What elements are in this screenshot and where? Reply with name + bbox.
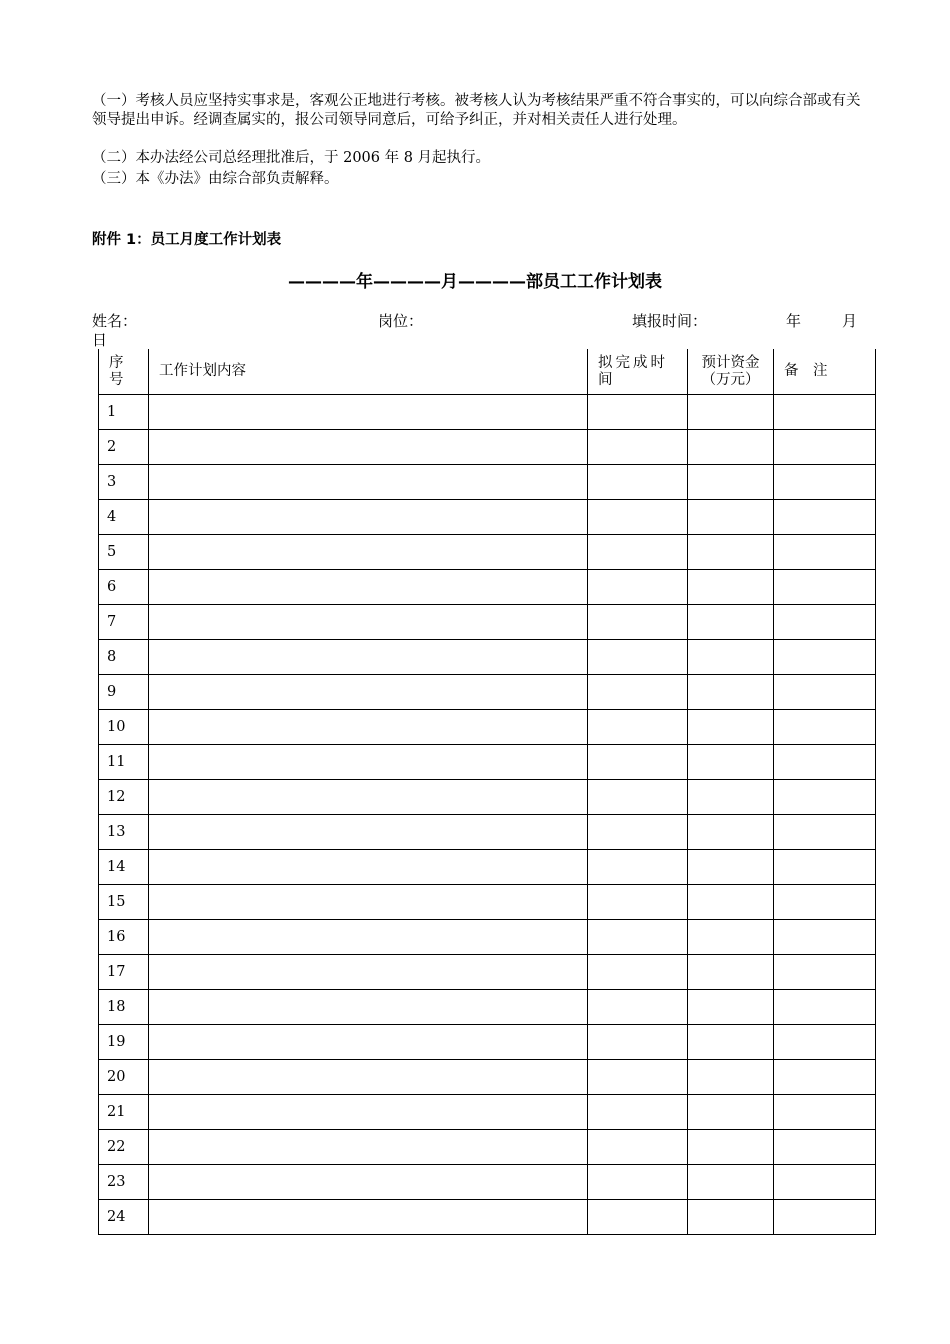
table-row [99, 710, 876, 745]
table-row [99, 430, 876, 465]
table-row [99, 535, 876, 570]
row-budget-cell[interactable] [688, 745, 774, 780]
row-seq-cell: 23 [99, 1165, 149, 1200]
attachment-title: 附件 1：员工月度工作计划表 [92, 232, 282, 248]
row-seq-cell: 10 [99, 710, 149, 745]
paragraph-interpretation: （三）本《办法》由综合部负责解释。 [92, 171, 339, 187]
table-row [99, 1130, 876, 1165]
row-budget-cell[interactable] [688, 675, 774, 710]
row-date-cell[interactable] [588, 500, 688, 535]
month-label: 月 [842, 312, 858, 330]
row-note-cell[interactable] [774, 1025, 876, 1060]
row-budget-cell[interactable] [688, 500, 774, 535]
row-content-cell[interactable] [149, 745, 588, 780]
table-row [99, 605, 876, 640]
row-budget-cell[interactable] [688, 1200, 774, 1235]
row-seq-cell: 20 [99, 1060, 149, 1095]
table-row [99, 1165, 876, 1200]
table-row [99, 395, 876, 430]
row-note-cell[interactable] [774, 430, 876, 465]
row-content-cell[interactable] [149, 570, 588, 605]
form-title: ————年————月————部员工工作计划表 [288, 272, 662, 292]
row-budget-cell[interactable] [688, 1025, 774, 1060]
row-seq-cell: 22 [99, 1130, 149, 1165]
row-budget-cell[interactable] [688, 1165, 774, 1200]
row-budget-cell[interactable] [688, 990, 774, 1025]
table-row [99, 570, 876, 605]
row-seq-cell: 15 [99, 885, 149, 920]
row-seq-cell: 21 [99, 1095, 149, 1130]
row-seq-cell: 7 [99, 605, 149, 640]
table-row [99, 885, 876, 920]
row-note-cell[interactable] [774, 710, 876, 745]
row-note-cell[interactable] [774, 640, 876, 675]
row-seq-cell: 9 [99, 675, 149, 710]
header-seq [99, 349, 149, 395]
row-date-cell[interactable] [588, 1060, 688, 1095]
row-seq-cell: 12 [99, 780, 149, 815]
fill-time-label: 填报时间： [632, 312, 708, 330]
row-budget-cell[interactable] [688, 640, 774, 675]
row-budget-cell[interactable] [688, 780, 774, 815]
day-label: 日 [92, 331, 108, 349]
table-header-row [99, 349, 876, 395]
row-note-cell[interactable] [774, 570, 876, 605]
row-budget-cell[interactable] [688, 605, 774, 640]
header-date-line1: 拟完成时 [598, 354, 668, 371]
row-seq-cell: 5 [99, 535, 149, 570]
row-content-cell[interactable] [149, 1060, 588, 1095]
row-seq-cell: 18 [99, 990, 149, 1025]
header-note: 备 注 [774, 349, 876, 395]
row-date-cell[interactable] [588, 850, 688, 885]
row-budget-cell[interactable] [688, 535, 774, 570]
row-budget-cell[interactable] [688, 395, 774, 430]
table-row [99, 1025, 876, 1060]
row-seq-cell: 16 [99, 920, 149, 955]
row-note-cell[interactable] [774, 675, 876, 710]
row-content-cell[interactable] [149, 640, 588, 675]
row-note-cell[interactable] [774, 1165, 876, 1200]
row-content-cell[interactable] [149, 1130, 588, 1165]
row-content-cell[interactable] [149, 990, 588, 1025]
row-date-cell[interactable] [588, 710, 688, 745]
table-row [99, 920, 876, 955]
row-date-cell[interactable] [588, 920, 688, 955]
row-seq-cell: 3 [99, 465, 149, 500]
row-content-cell[interactable] [149, 1200, 588, 1235]
paragraph-effective-date: （二）本办法经公司总经理批准后，于 2006 年 8 月起执行。 [92, 150, 491, 166]
row-date-cell[interactable] [588, 395, 688, 430]
header-planned-completion [588, 349, 688, 395]
row-content-cell[interactable] [149, 710, 588, 745]
row-date-cell[interactable] [588, 1095, 688, 1130]
header-content: 工作计划内容 [149, 349, 588, 395]
row-budget-cell[interactable] [688, 710, 774, 745]
table-row [99, 1060, 876, 1095]
row-seq-cell: 13 [99, 815, 149, 850]
row-note-cell[interactable] [774, 500, 876, 535]
row-date-cell[interactable] [588, 1025, 688, 1060]
row-budget-cell[interactable] [688, 850, 774, 885]
row-date-cell[interactable] [588, 1200, 688, 1235]
row-date-cell[interactable] [588, 955, 688, 990]
row-budget-cell[interactable] [688, 920, 774, 955]
table-body [99, 395, 876, 1235]
header-budget-line1: 预计资金 [701, 354, 760, 371]
row-note-cell[interactable] [774, 815, 876, 850]
header-budget [688, 349, 774, 395]
year-label: 年 [786, 312, 802, 330]
row-date-cell[interactable] [588, 675, 688, 710]
row-note-cell[interactable] [774, 920, 876, 955]
row-seq-cell: 4 [99, 500, 149, 535]
row-date-cell[interactable] [588, 1130, 688, 1165]
header-seq-line1: 序 [109, 354, 124, 371]
row-note-cell[interactable] [774, 395, 876, 430]
row-date-cell[interactable] [588, 745, 688, 780]
table-row [99, 745, 876, 780]
table-row [99, 1095, 876, 1130]
table-row [99, 990, 876, 1025]
row-note-cell[interactable] [774, 1060, 876, 1095]
row-date-cell[interactable] [588, 990, 688, 1025]
row-note-cell[interactable] [774, 1200, 876, 1235]
table-row [99, 640, 876, 675]
row-content-cell[interactable] [149, 605, 588, 640]
row-seq-cell: 8 [99, 640, 149, 675]
table-row [99, 1200, 876, 1235]
row-budget-cell[interactable] [688, 1060, 774, 1095]
header-seq-line2: 号 [109, 371, 124, 388]
row-content-cell[interactable] [149, 1165, 588, 1200]
row-date-cell[interactable] [588, 605, 688, 640]
row-budget-cell[interactable] [688, 955, 774, 990]
row-note-cell[interactable] [774, 535, 876, 570]
row-note-cell[interactable] [774, 605, 876, 640]
row-note-cell[interactable] [774, 1095, 876, 1130]
row-seq-cell: 14 [99, 850, 149, 885]
row-note-cell[interactable] [774, 850, 876, 885]
name-label: 姓名： [92, 312, 138, 330]
row-budget-cell[interactable] [688, 815, 774, 850]
table-row [99, 955, 876, 990]
row-content-cell[interactable] [149, 920, 588, 955]
row-content-cell[interactable] [149, 780, 588, 815]
row-budget-cell[interactable] [688, 570, 774, 605]
row-note-cell[interactable] [774, 745, 876, 780]
row-content-cell[interactable] [149, 395, 588, 430]
row-date-cell[interactable] [588, 570, 688, 605]
row-content-cell[interactable] [149, 675, 588, 710]
row-content-cell[interactable] [149, 815, 588, 850]
row-content-cell[interactable] [149, 500, 588, 535]
row-note-cell[interactable] [774, 1130, 876, 1165]
table-row [99, 815, 876, 850]
row-note-cell[interactable] [774, 465, 876, 500]
row-seq-cell: 17 [99, 955, 149, 990]
row-seq-cell: 24 [99, 1200, 149, 1235]
row-date-cell[interactable] [588, 465, 688, 500]
row-content-cell[interactable] [149, 885, 588, 920]
row-date-cell[interactable] [588, 780, 688, 815]
row-content-cell[interactable] [149, 955, 588, 990]
table-row [99, 500, 876, 535]
row-budget-cell[interactable] [688, 465, 774, 500]
row-date-cell[interactable] [588, 885, 688, 920]
row-seq-cell: 19 [99, 1025, 149, 1060]
row-seq-cell: 6 [99, 570, 149, 605]
header-date-line2: 间 [598, 371, 616, 388]
row-note-cell[interactable] [774, 955, 876, 990]
row-note-cell[interactable] [774, 780, 876, 815]
row-content-cell[interactable] [149, 850, 588, 885]
row-date-cell[interactable] [588, 1165, 688, 1200]
row-date-cell[interactable] [588, 640, 688, 675]
row-note-cell[interactable] [774, 885, 876, 920]
row-budget-cell[interactable] [688, 885, 774, 920]
paragraph-appeal: （一）考核人员应坚持实事求是，客观公正地进行考核。被考核人认为考核结果严重不符合事实的，可以向综合部或有关领导提出申诉。经调查属实的，报公司领导同意后，可给予纠正，并对相关责任人进行处理。 [92, 93, 861, 128]
row-budget-cell[interactable] [688, 1130, 774, 1165]
row-content-cell[interactable] [149, 1025, 588, 1060]
row-date-cell[interactable] [588, 815, 688, 850]
post-label: 岗位： [378, 312, 424, 330]
row-seq-cell: 1 [99, 395, 149, 430]
row-date-cell[interactable] [588, 535, 688, 570]
row-budget-cell[interactable] [688, 430, 774, 465]
row-note-cell[interactable] [774, 990, 876, 1025]
row-content-cell[interactable] [149, 465, 588, 500]
table-row [99, 465, 876, 500]
row-budget-cell[interactable] [688, 1095, 774, 1130]
table-row [99, 850, 876, 885]
work-plan-table [98, 349, 876, 1235]
table-row [99, 780, 876, 815]
row-content-cell[interactable] [149, 1095, 588, 1130]
row-seq-cell: 11 [99, 745, 149, 780]
row-date-cell[interactable] [588, 430, 688, 465]
row-seq-cell: 2 [99, 430, 149, 465]
row-content-cell[interactable] [149, 430, 588, 465]
header-budget-line2: （万元） [701, 371, 760, 388]
row-content-cell[interactable] [149, 535, 588, 570]
table-row [99, 675, 876, 710]
